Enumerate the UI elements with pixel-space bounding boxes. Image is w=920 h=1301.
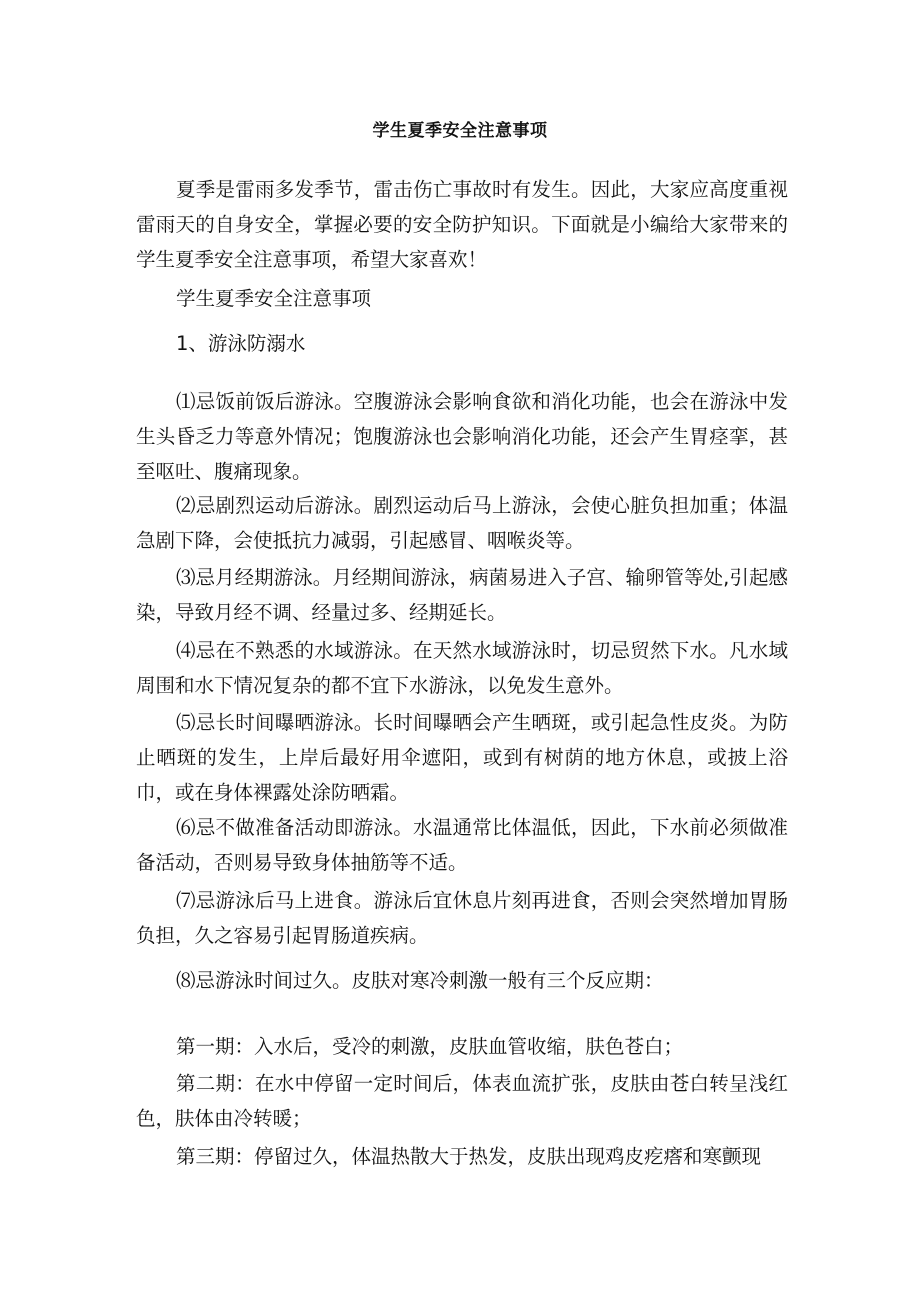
list-item-5: ⑸忌长时间曝晒游泳。长时间曝晒会产生晒斑，或引起急性皮炎。为防止晒斑的发生，上岸后最好用伞遮阳，或到有树荫的地方休息，或披上浴巾，或在身体裸露处涂防晒霜。: [136, 711, 788, 804]
list-item-2: ⑵忌剧烈运动后游泳。剧烈运动后马上游泳，会使心脏负担加重；体温急剧下降，会使抵抗力减弱，引起感冒、咽喉炎等。: [136, 494, 788, 552]
list-item-4: ⑷忌在不熟悉的水域游泳。在天然水域游泳时，切忌贸然下水。凡水域周围和水下情况复杂的都不宜下水游泳，以免发生意外。: [136, 639, 788, 697]
list-item-6: ⑹忌不做准备活动即游泳。水温通常比体温低，因此，下水前必须做准备活动，否则易导致身体抽筋等不适。: [136, 816, 788, 874]
intro-paragraph: 夏季是雷雨多发季节，雷击伤亡事故时有发生。因此，大家应高度重视雷雨天的自身安全，掌握必要的安全防护知识。下面就是小编给大家带来的学生夏季安全注意事项，希望大家喜欢！: [136, 178, 788, 271]
list-item-8: ⑻忌游泳时间过久。皮肤对寒冷刺激一般有三个反应期：: [176, 969, 664, 992]
phase-1: 第一期：入水后，受冷的刺激，皮肤血管收缩，肤色苍白；: [176, 1035, 684, 1058]
section-heading: 1、游泳防溺水: [176, 332, 306, 355]
phase-2: 第二期：在水中停留一定时间后，体表血流扩张，皮肤由苍白转呈浅红色，肤体由冷转暖；: [136, 1072, 788, 1130]
subtitle: 学生夏季安全注意事项: [176, 287, 372, 310]
list-item-1: ⑴忌饭前饭后游泳。空腹游泳会影响食欲和消化功能，也会在游泳中发生头昏乏力等意外情况；饱腹游泳也会影响消化功能，还会产生胃痉挛，甚至呕吐、腹痛现象。: [136, 390, 788, 483]
phase-3: 第三期：停留过久，体温热散大于热发，皮肤出现鸡皮疙瘩和寒颤现: [176, 1145, 762, 1168]
list-item-3: ⑶忌月经期游泳。月经期间游泳，病菌易进入子宫、输卵管等处,引起感染，导致月经不调、经量过多、经期延长。: [136, 566, 788, 624]
document-title: 学生夏季安全注意事项: [372, 121, 548, 141]
list-item-7: ⑺忌游泳后马上进食。游泳后宜休息片刻再进食，否则会突然增加胃肠负担，久之容易引起胃肠道疾病。: [136, 889, 788, 947]
